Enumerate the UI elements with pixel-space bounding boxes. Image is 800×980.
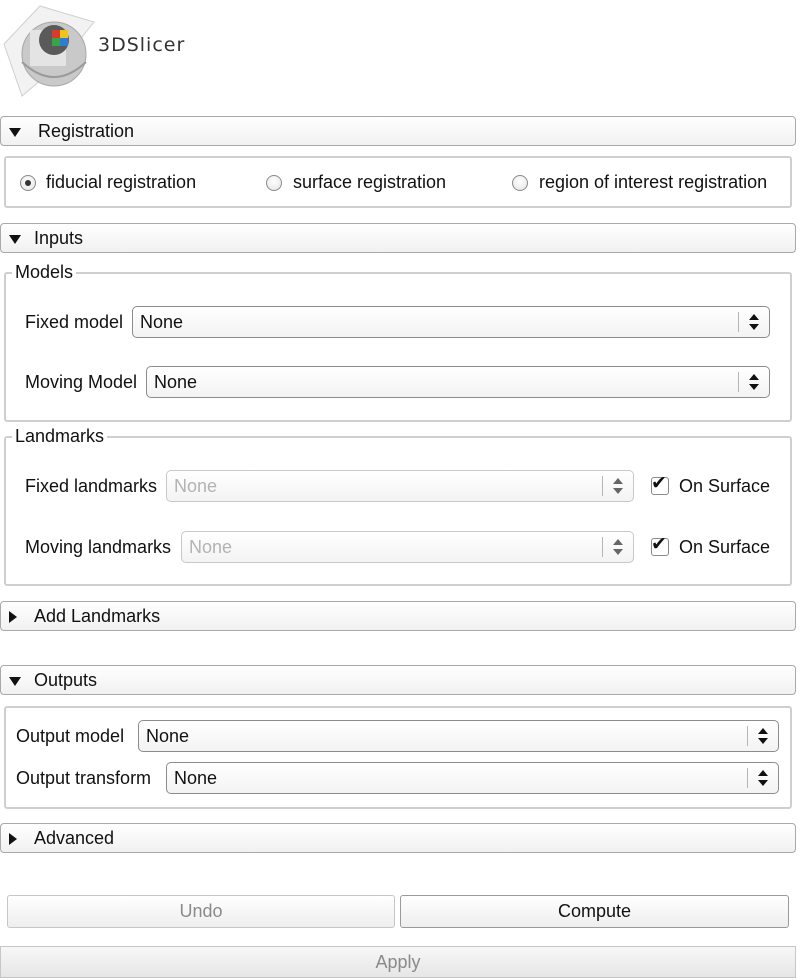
moving-on-surface-label: On Surface (679, 537, 771, 557)
moving-landmarks-select[interactable] (181, 531, 634, 563)
models-group (4, 272, 792, 422)
fixed-model-select[interactable] (132, 306, 770, 338)
output-transform-label: Output transform (16, 768, 152, 788)
output-model-value: None (146, 726, 190, 746)
collapse-arrow-icon (9, 677, 21, 686)
output-model-select[interactable] (138, 720, 779, 752)
inputs-header[interactable] (0, 223, 796, 253)
moving-model-label: Moving Model (25, 372, 138, 392)
add-landmarks-header-label: Add Landmarks (34, 606, 161, 626)
output-transform-value: None (174, 768, 218, 788)
updown-arrows-icon (612, 477, 624, 497)
updown-arrows-icon (748, 313, 760, 333)
expand-arrow-icon (9, 833, 17, 845)
fixed-landmarks-select[interactable] (166, 470, 634, 502)
undo-button[interactable]: Undo (7, 895, 395, 928)
updown-arrows-icon (612, 538, 624, 558)
advanced-header-label: Advanced (34, 828, 115, 848)
fiducial-registration-label: fiducial registration (46, 172, 197, 192)
collapse-arrow-icon (9, 128, 21, 137)
add-landmarks-header[interactable] (0, 601, 796, 631)
moving-on-surface-checkbox[interactable] (651, 534, 669, 556)
models-group-title: Models (12, 262, 76, 283)
moving-model-select[interactable] (146, 366, 770, 398)
fixed-on-surface-label: On Surface (679, 476, 771, 496)
compute-button[interactable]: Compute (400, 895, 789, 928)
surface-registration-label: surface registration (293, 172, 447, 192)
output-transform-select[interactable] (166, 762, 779, 794)
checkmark-icon: ✔ (651, 473, 667, 494)
output-model-label: Output model (16, 726, 125, 746)
inputs-header-label: Inputs (34, 228, 84, 248)
outputs-header[interactable] (0, 665, 796, 695)
updown-arrows-icon (748, 373, 760, 393)
fixed-landmarks-value: None (174, 476, 218, 496)
outputs-header-label: Outputs (34, 670, 98, 690)
landmarks-group (4, 436, 792, 586)
app-logo-text: 3DSlicer (98, 34, 186, 56)
roi-registration-label: region of interest registration (539, 172, 768, 192)
apply-button[interactable]: Apply (0, 946, 796, 978)
fixed-model-label: Fixed model (25, 312, 124, 332)
landmarks-group-title: Landmarks (12, 426, 107, 447)
fixed-on-surface-checkbox[interactable] (651, 473, 669, 495)
radio-roi-registration[interactable] (512, 175, 528, 191)
registration-header[interactable] (0, 116, 796, 146)
fixed-landmarks-label: Fixed landmarks (25, 476, 158, 496)
app-logo (2, 2, 98, 98)
checkmark-icon: ✔ (651, 534, 667, 555)
moving-model-value: None (154, 372, 198, 392)
updown-arrows-icon (757, 727, 769, 747)
radio-surface-registration[interactable] (266, 175, 282, 191)
expand-arrow-icon (9, 611, 17, 623)
slicer-logo-icon (2, 2, 98, 98)
moving-landmarks-label: Moving landmarks (25, 537, 172, 557)
moving-landmarks-value: None (189, 537, 233, 557)
fixed-model-value: None (140, 312, 184, 332)
radio-fiducial-registration[interactable] (20, 175, 36, 191)
updown-arrows-icon (757, 769, 769, 789)
collapse-arrow-icon (9, 235, 21, 244)
advanced-header[interactable] (0, 823, 796, 853)
registration-header-label: Registration (38, 121, 135, 141)
